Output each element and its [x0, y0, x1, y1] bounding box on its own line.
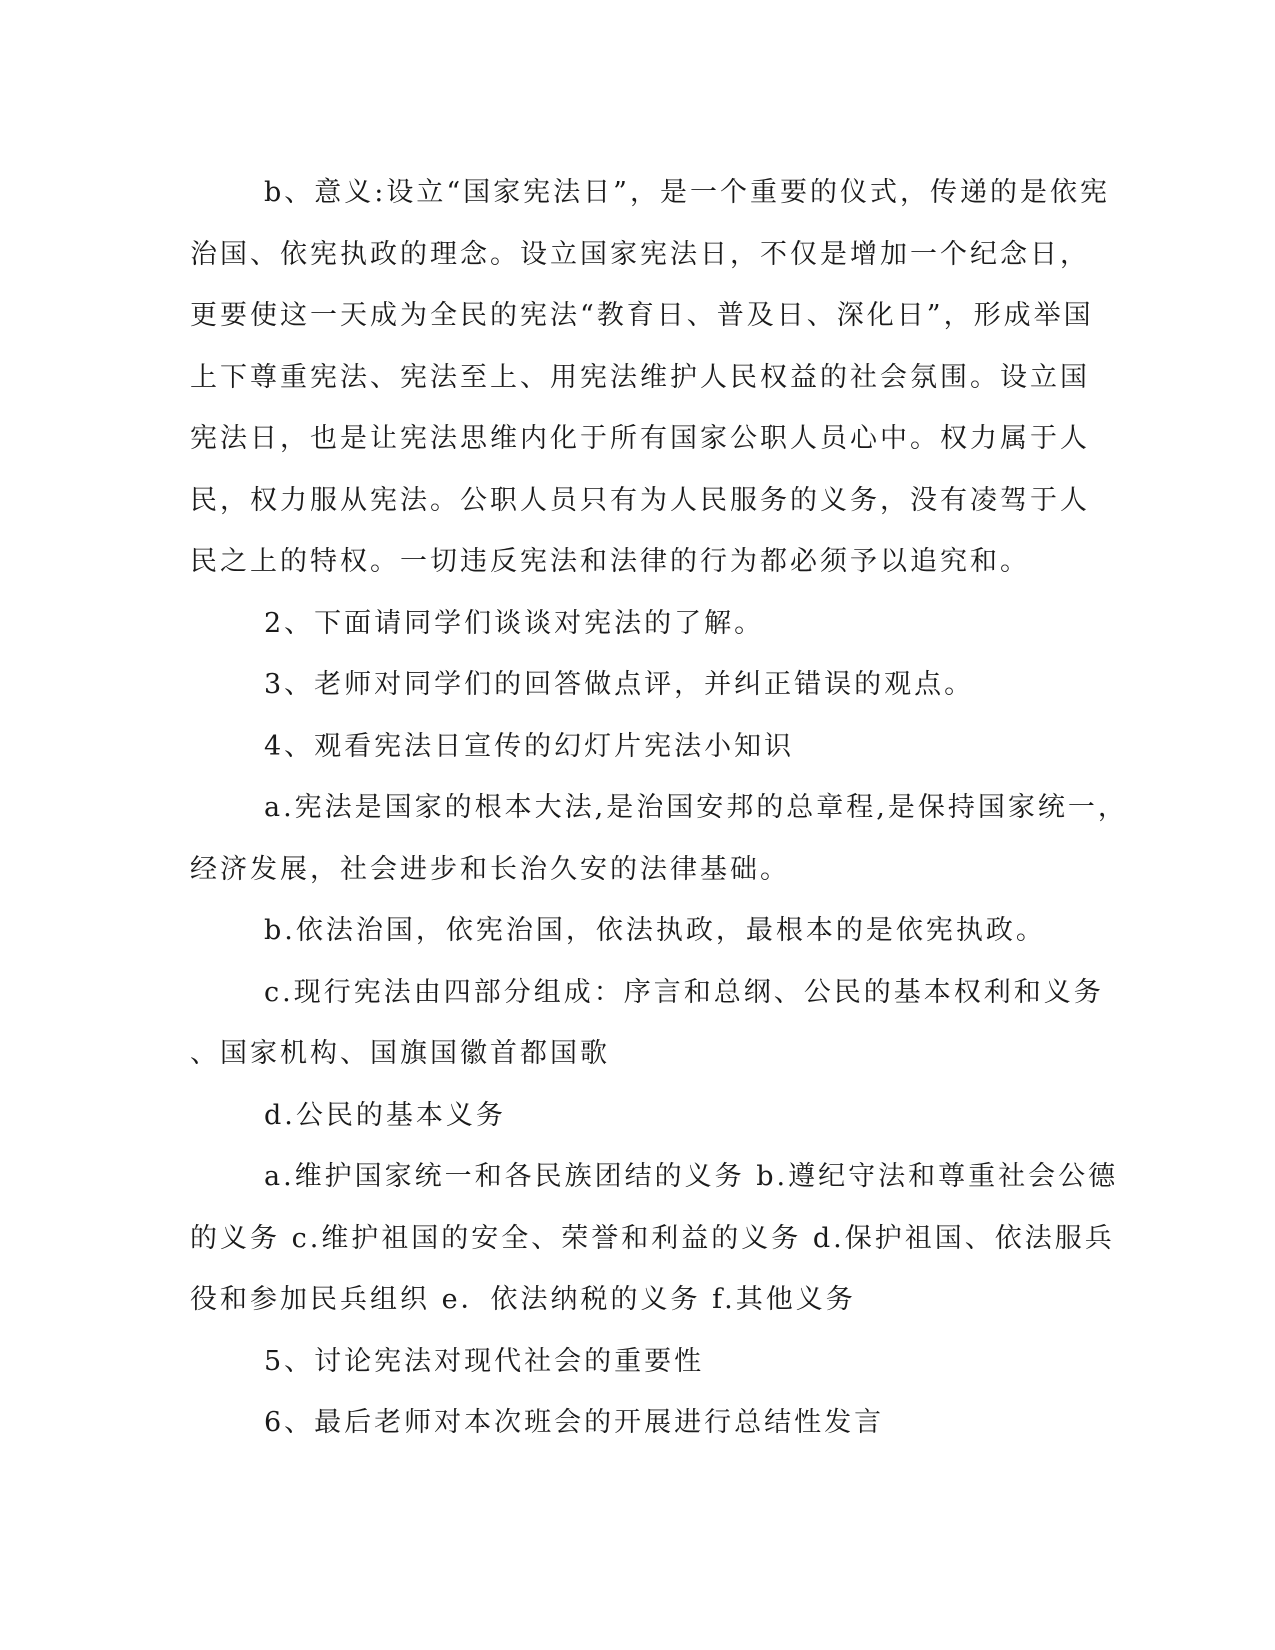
paragraph-knowledge-c: [190, 962, 1104, 1085]
paragraph-step-4: [190, 716, 1070, 778]
paragraph-basic-duties-list: [190, 1146, 1119, 1331]
text-line: 6、最后老师对本次班会的开展进行总结性发言: [264, 1407, 885, 1438]
text-line: 、国家机构、国旗国徽首都国歌: [190, 1038, 610, 1069]
text-line: 4、观看宪法日宣传的幻灯片宪法小知识: [264, 730, 795, 762]
text-line: c.现行宪法由四部分组成：序言和总纲、公民的基本权利和义务: [264, 976, 1104, 1008]
text-line: d.公民的基本义务: [264, 1099, 506, 1131]
text-line: b、意义:设立“国家宪法日”，是一个重要的仪式，传递的是依宪: [264, 177, 1110, 208]
text-line: 民之上的特权。一切违反宪法和法律的行为都必须予以追究和。: [190, 546, 1030, 577]
paragraph-step-5: [190, 1331, 1070, 1393]
text-line: 5、讨论宪法对现代社会的重要性: [264, 1345, 705, 1377]
text-line: 3、老师对同学们的回答做点评，并纠正错误的观点。: [264, 669, 975, 700]
document-body: [190, 162, 1128, 1454]
text-line: 役和参加民兵组织 e．依法纳税的义务 f.其他义务: [190, 1284, 856, 1315]
paragraph-constitution-day-meaning: [190, 162, 1110, 593]
text-line: 的义务 c.维护祖国的安全、荣誉和利益的义务 d.保护祖国、依法服兵: [190, 1222, 1115, 1254]
paragraph-step-6: [190, 1392, 1070, 1454]
paragraph-step-3: [190, 654, 1070, 716]
text-line: 更要使这一天成为全民的宪法“教育日、普及日、深化日”，形成举国: [190, 300, 1094, 331]
paragraph-step-2: [190, 593, 1070, 655]
text-line: 上下尊重宪法、宪法至上、用宪法维护人民权益的社会氛围。设立国: [190, 361, 1090, 393]
text-line: a.维护国家统一和各民族团结的义务 b.遵纪守法和尊重社会公德: [264, 1161, 1119, 1192]
text-line: 宪法日，也是让宪法思维内化于所有国家公职人员心中。权力属于人: [190, 423, 1090, 454]
text-line: a.宪法是国家的根本大法,是治国安邦的总章程,是保持国家统一，: [264, 792, 1128, 823]
text-line: b.依法治国，依宪治国，依法执政，最根本的是依宪执政。: [264, 915, 1046, 946]
paragraph-knowledge-a: [190, 777, 1128, 900]
text-line: 经济发展，社会进步和长治久安的法律基础。: [190, 853, 790, 885]
paragraph-knowledge-b: [190, 900, 1070, 962]
text-line: 民，权力服从宪法。公职人员只有为人民服务的义务，没有凌驾于人: [190, 484, 1090, 516]
text-line: 治国、依宪执政的理念。设立国家宪法日，不仅是增加一个纪念日，: [190, 238, 1090, 270]
text-line: 2、下面请同学们谈谈对宪法的了解。: [264, 607, 765, 639]
paragraph-knowledge-d: [190, 1085, 1070, 1147]
